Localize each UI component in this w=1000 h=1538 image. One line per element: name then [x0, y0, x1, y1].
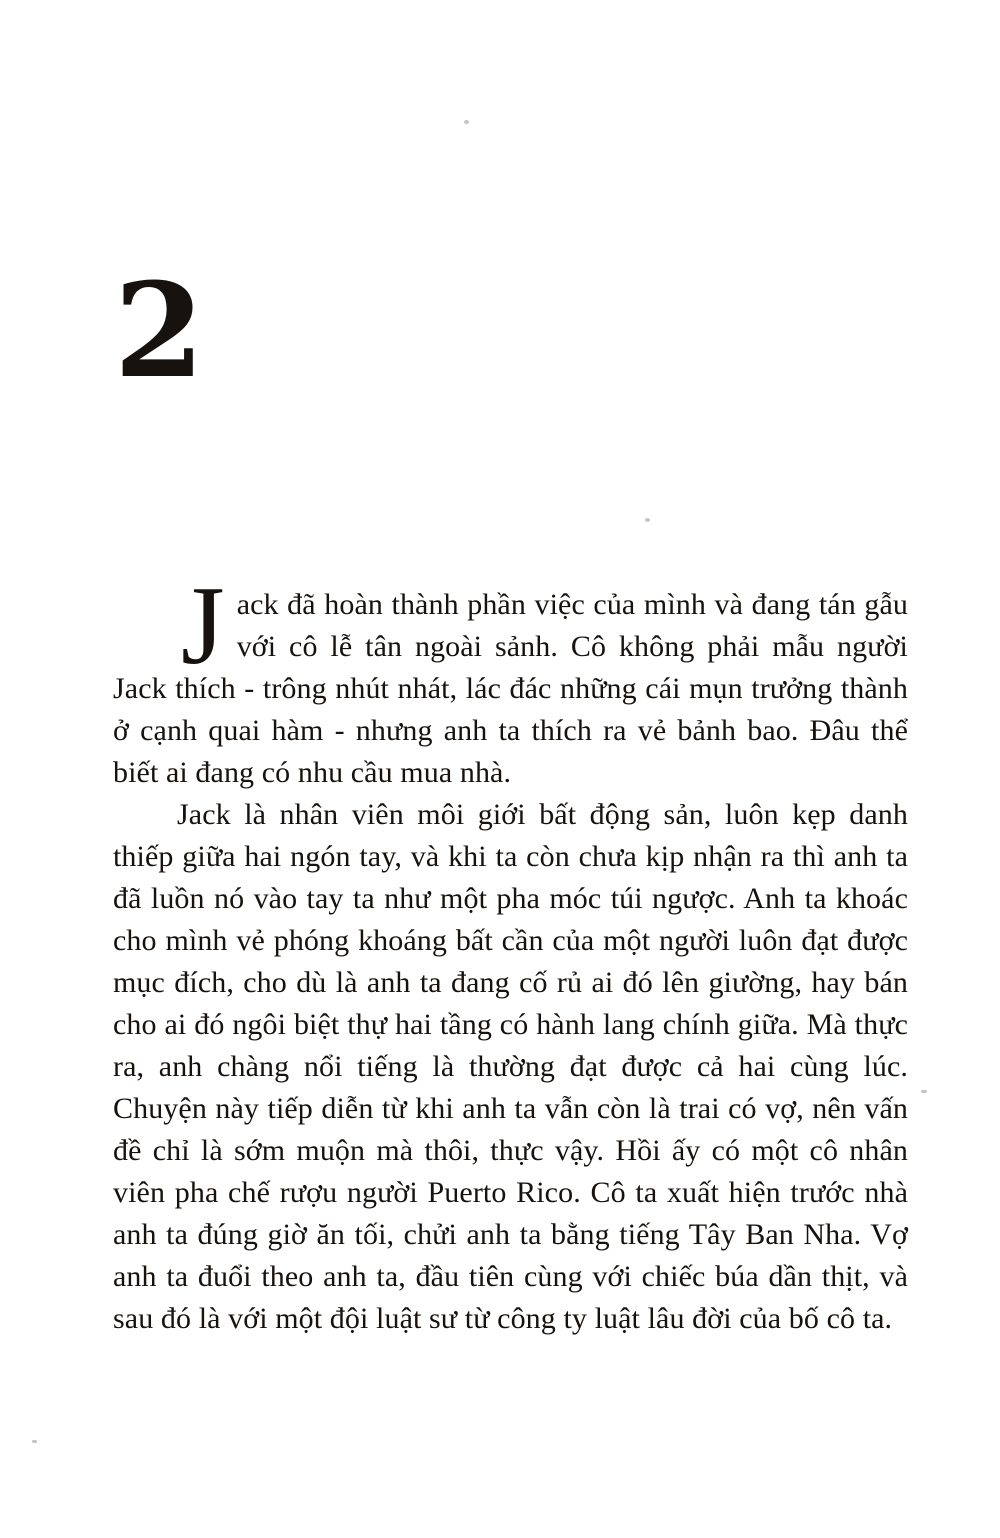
- scan-speck: [921, 1090, 927, 1093]
- scan-speck: [32, 1440, 37, 1443]
- paragraph-2-text: Jack là nhân viên môi giới bất động sản, luôn kẹp danh thiếp giữa hai ngón tay, và khi ta còn chưa kịp nhận ra thì anh ta đã luồn nó vào tay ta như một pha móc túi ngược. Anh ta khoác cho mình vẻ phóng khoáng bất cần của một người luôn đạt được mục đích, cho dù là anh ta đang cố rủ ai đó lên giường, hay bán cho ai đó ngôi biệt thự hai tầng có hành lang chính giữa. Mà thực ra, anh chàng nổi tiếng là thường đạt được cả hai cùng lúc. Chuyện này tiếp diễn từ khi anh ta vẫn còn là trai có vợ, nên vấn đề chỉ là sớm muộn mà thôi, thực vậy. Hồi ấy có một cô nhân viên pha chế rượu người Puerto Rico. Cô ta xuất hiện trước nhà anh ta đúng giờ ăn tối, chửi anh ta bằng tiếng Tây Ban Nha. Vợ anh ta đuổi theo anh ta, đầu tiên cùng với chiếc búa dần thịt, và sau đó là với một đội luật sư từ công ty luật lâu đời của bố cô ta.: [113, 798, 908, 1335]
- drop-cap: J: [181, 564, 225, 688]
- paragraph-1: [113, 564, 908, 794]
- paragraph-2: [113, 794, 908, 1340]
- scan-speck: [464, 120, 469, 124]
- chapter-number: 2: [114, 254, 205, 407]
- paragraph-1-text: ack đã hoàn thành phần việc của mình và đang tán gẫu với cô lễ tân ngoài sảnh. Cô không phải mẫu người Jack thích - trông nhút nhát, lác đác những cái mụn trưởng thành ở cạnh quai hàm - nhưng anh ta thích ra vẻ bảnh bao. Đâu thể biết ai đang có nhu cầu mua nhà.: [113, 588, 908, 789]
- body-text: [113, 564, 908, 1340]
- scan-speck: [645, 518, 650, 522]
